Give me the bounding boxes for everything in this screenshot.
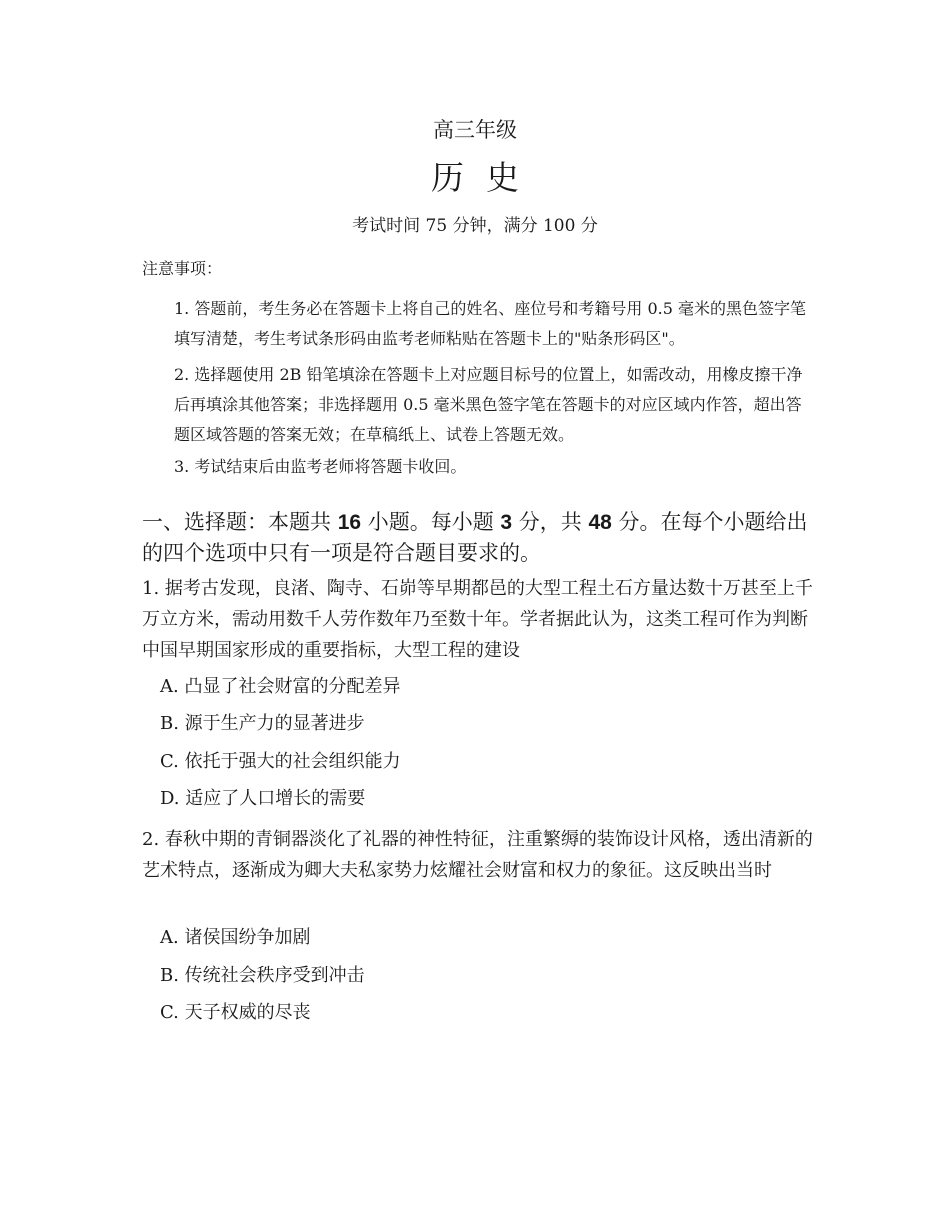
section-heading-text: 分。在每个小题给出的四个选项中只有一项是符合题目要求的。 — [142, 510, 808, 565]
answer-option: A. 凸显了社会财富的分配差异 — [160, 676, 401, 697]
section-heading-text: 分，共 — [512, 510, 589, 534]
section-heading — [142, 507, 812, 568]
notes-title: 注意事项： — [142, 259, 223, 278]
answer-option: C. 依托于强大的社会组织能力 — [160, 751, 401, 772]
section-heading-text: 一、选择题：本题共 — [142, 510, 338, 534]
question-stem: 2. 春秋中期的青铜器淡化了礼器的神性特征，注重繁缛的装饰设计风格，透出清新的艺术特点，逐渐成为卿大夫私家势力炫耀社会财富和权力的象征。这反映出当时 — [142, 829, 813, 881]
note-item: 2. 选择题使用 2B 铅笔填涂在答题卡上对应题目标号的位置上，如需改动，用橡皮擦干净后再填涂其他答案；非选择题用 0.5 毫米黑色签字笔在答题卡的对应区域内作答，超出答题区域答题的答案无效；在草稿纸上、试卷上答题无效。 — [174, 365, 803, 444]
question-stem: 1. 据考古发现，良渚、陶寺、石峁等早期都邑的大型工程土石方量达数十万甚至上千万立方米，需动用数千人劳作数年乃至数十年。学者据此认为，这类工程可作为判断中国早期国家形成的重要指标，大型工程的建设 — [142, 578, 813, 661]
answer-option: D. 适应了人口增长的需要 — [160, 788, 366, 809]
points-per-question: 3 — [500, 511, 513, 534]
answer-option: B. 传统社会秩序受到冲击 — [160, 965, 365, 986]
answer-option: B. 源于生产力的显著进步 — [160, 713, 365, 734]
subject-title: 历史 — [431, 158, 541, 197]
total-points: 48 — [588, 511, 612, 534]
note-item: 3. 考试结束后由监考老师将答题卡收回。 — [174, 457, 467, 476]
exam-info: 考试时间 75 分钟，满分 100 分 — [352, 216, 598, 236]
answer-option: A. 诸侯国纷争加剧 — [160, 927, 311, 948]
note-item: 1. 答题前，考生务必在答题卡上将自己的姓名、座位号和考籍号用 0.5 毫米的黑色签字笔填写清楚，考生考试条形码由监考老师粘贴在答题卡上的"贴条形码区"。 — [174, 299, 806, 348]
question-count: 16 — [337, 511, 362, 534]
section-heading-text: 小题。每小题 — [361, 510, 501, 534]
grade-label: 高三年级 — [433, 118, 517, 142]
answer-option: C. 天子权威的尽丧 — [160, 1002, 311, 1023]
